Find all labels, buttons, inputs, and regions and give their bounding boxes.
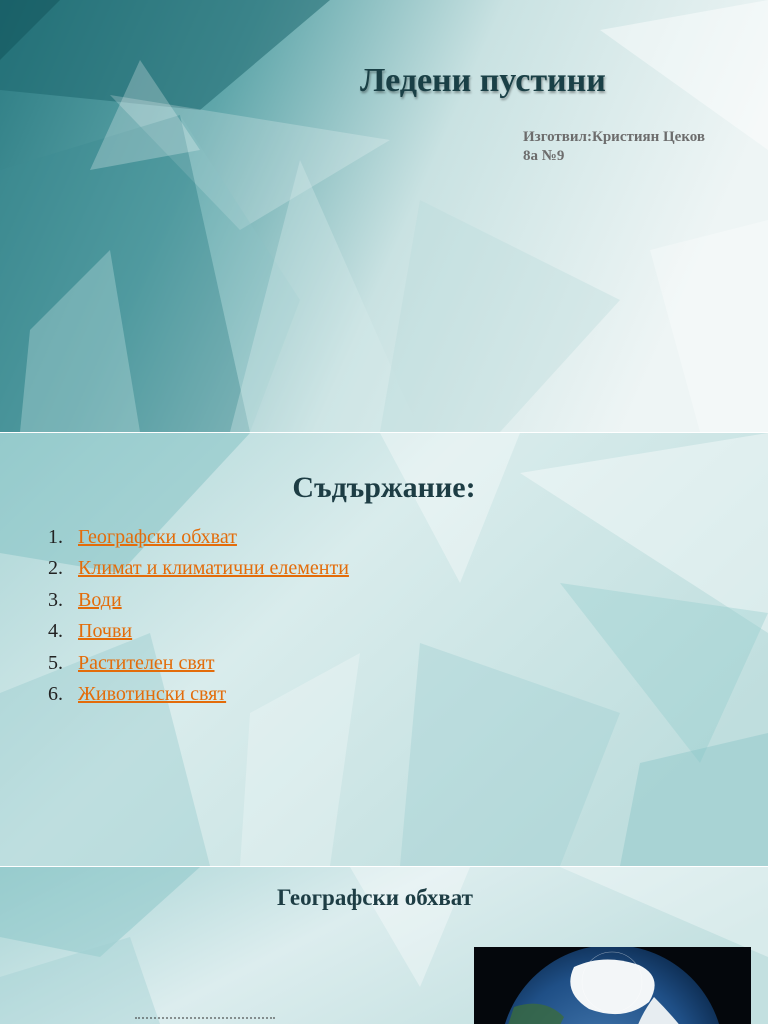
link-flora[interactable]: Растителен свят <box>78 651 215 674</box>
geographic-scope-slide <box>0 867 768 1024</box>
globe-icon <box>474 947 751 1024</box>
list-item <box>48 589 349 620</box>
link-fauna[interactable]: Животински свят <box>78 682 227 705</box>
link-soils[interactable]: Почви <box>78 620 133 643</box>
item-number: 4. <box>48 620 63 643</box>
item-number: 3. <box>48 588 63 611</box>
contents-slide <box>0 433 768 866</box>
text-fragment <box>135 1017 275 1024</box>
title-slide <box>0 0 768 432</box>
link-waters[interactable]: Води <box>78 588 122 611</box>
item-number: 6. <box>48 682 63 705</box>
list-item <box>48 652 349 683</box>
item-number: 5. <box>48 651 63 674</box>
item-number: 1. <box>48 526 63 548</box>
arctic-globe-image <box>474 947 751 1024</box>
author-info <box>523 128 705 166</box>
list-item <box>48 557 349 588</box>
presentation-title: Ледени пустини <box>360 62 606 99</box>
list-item <box>48 620 349 651</box>
item-number: 2. <box>48 557 63 580</box>
author-name: Изготвил:Кристиян Цеков <box>523 129 705 145</box>
author-class: 8а №9 <box>523 148 565 164</box>
list-item <box>48 526 349 557</box>
link-geographic-scope[interactable]: Географски обхват <box>78 526 237 548</box>
section-title: Географски обхват <box>277 885 473 910</box>
contents-title: Съдържание: <box>292 471 476 504</box>
link-climate[interactable]: Климат и климатични елементи <box>78 557 349 580</box>
contents-list <box>48 526 349 714</box>
list-item <box>48 683 349 714</box>
